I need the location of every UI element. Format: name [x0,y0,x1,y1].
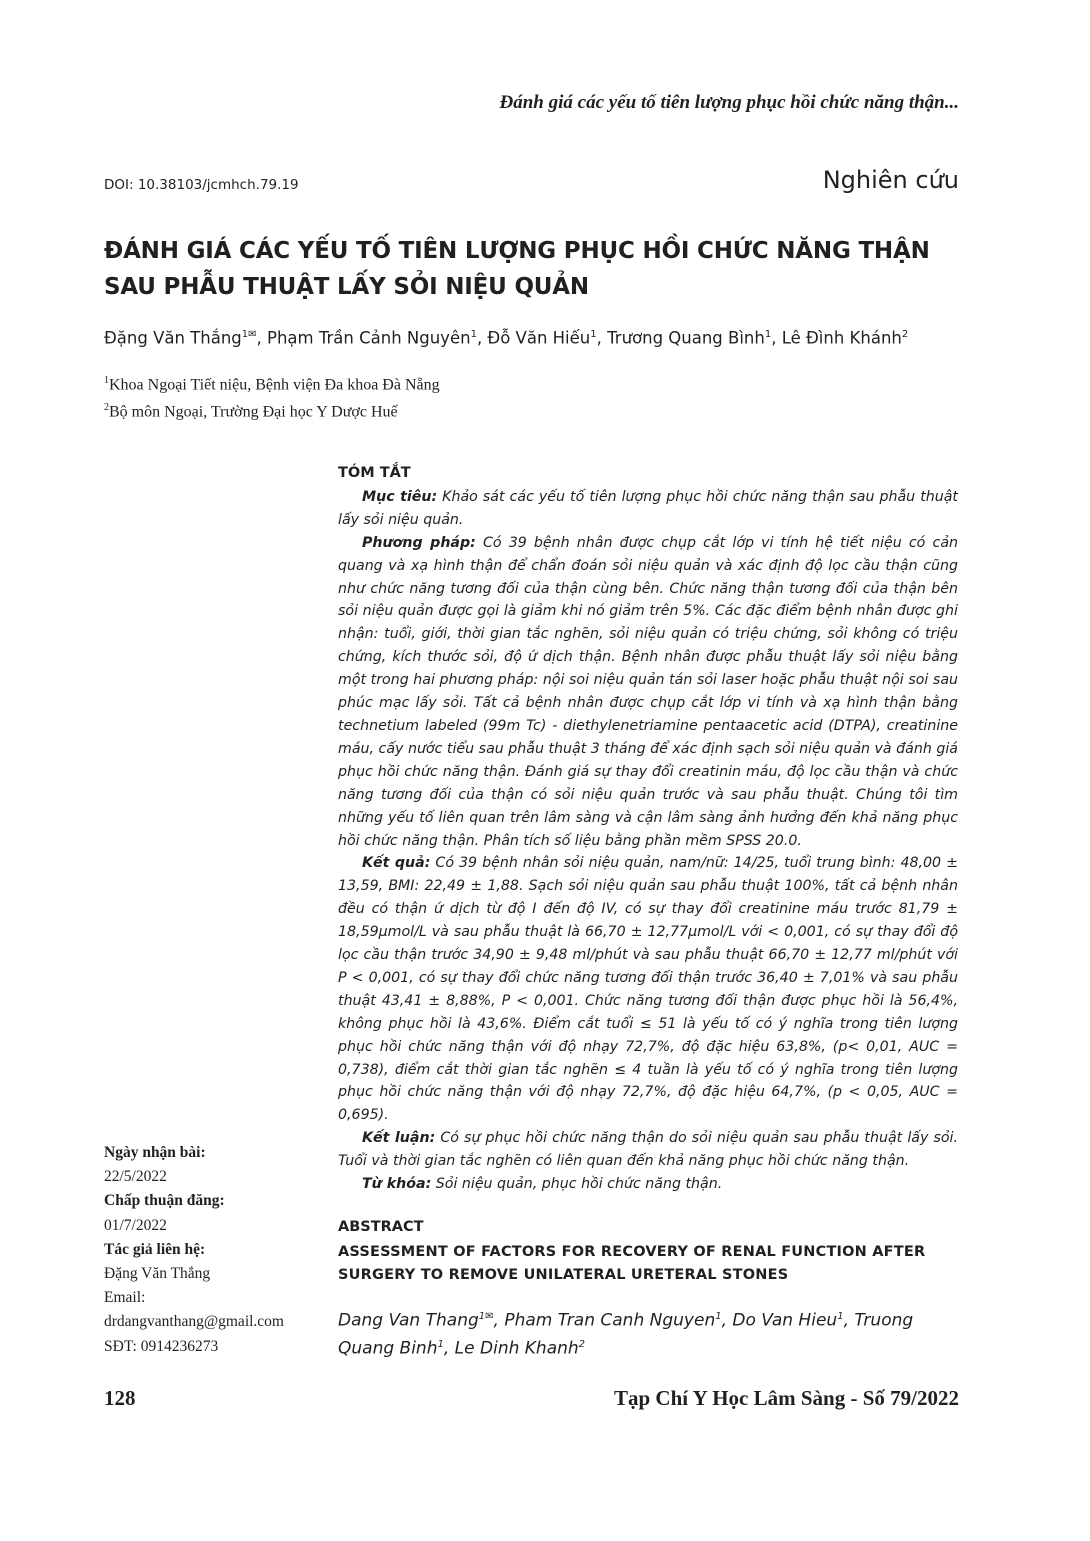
affiliation-text: Khoa Ngoại Tiết niệu, Bệnh viện Đa khoa Đà Nẵng [109,376,440,394]
author-name: , Le Dinh Khanh [443,1338,579,1359]
author-sup: 1 [241,329,249,340]
journal-name: Tạp Chí Y Học Lâm Sàng - Số 79/2022 [614,1386,959,1410]
accepted-date: 01/7/2022 [104,1216,167,1234]
author-name: , Pham Tran Canh Nguyen [493,1310,716,1331]
author-name: , Truong Quang Binh [338,1310,914,1359]
author-name: Đặng Văn Thắng [104,328,242,348]
objective-label: Mục tiêu: [362,488,438,505]
envelope-icon: ✉ [485,1310,494,1322]
accepted-label: Chấp thuận đăng: [104,1192,225,1210]
author-list [104,324,964,350]
keywords-paragraph [338,1173,958,1196]
envelope-icon: ✉ [248,329,257,340]
conclusion-label: Kết luận: [362,1130,436,1147]
author-name: , Lê Đình Khánh [771,328,902,348]
affiliation-2 [104,402,398,421]
received-label: Ngày nhận bài: [104,1144,206,1161]
results-label: Kết quả: [362,855,431,872]
author-sup: 1 [590,329,597,340]
author-sup: 2 [901,329,909,340]
english-title-line-1: ASSESSMENT OF FACTORS FOR RECOVERY OF RENAL FUNCTION AFTER [338,1243,926,1260]
author-name: , Phạm Trần Cảnh Nguyên [256,328,471,348]
conclusion-paragraph [338,1127,958,1173]
affiliation-sup: 2 [104,402,109,413]
received-date: 22/5/2022 [104,1168,167,1186]
section-label: Nghiên cứu [822,166,959,194]
objective-text: Khảo sát các yếu tố tiên lượng phục hồi chức năng thận sau phẫu thuật lấy sỏi niệu quản. [338,488,958,528]
english-abstract-heading: ABSTRACT [338,1219,424,1235]
english-title-line-2: SURGERY TO REMOVE UNILATERAL URETERAL STONES [338,1266,789,1283]
english-author-list [338,1305,958,1360]
doi: DOI: 10.38103/jcmhch.79.19 [104,177,299,193]
affiliation-text: Bộ môn Ngoại, Trường Đại học Y Dược Huế [109,403,398,421]
title-line-2: SAU PHẪU THUẬT LẤY SỎI NIỆU QUẢN [104,274,589,300]
email-label: Email: [104,1289,146,1307]
author-sup: 1 [764,329,772,340]
methods-label: Phương pháp: [362,534,476,551]
keywords-label: Từ khóa: [362,1176,432,1193]
affiliation-sup: 1 [104,375,109,386]
author-name: Dang Van Thang [338,1310,479,1331]
methods-text: Có 39 bệnh nhân được chụp cắt lớp vi tính hệ tiết niệu có cản quang và xạ hình thận để chẩn đoán sỏi niệu quản và xác định độ lọc cầu thận cũng như chức năng tương đối của thận cùng bên. Chức năng thận tương đối của thận bên sỏi niệu quản được gọi là giảm khi nó giảm trên 5%. Các đặc điểm bệnh nhân được ghi nhận: tuổi, giới, thời gian tắc nghẽn, sỏi niệu quản có triệu chứng, sỏi không có triệu chứng, kích thước sỏi, độ ứ dịch thận. Bệnh nhân được phẫu thuật lấy sỏi niệu bằng một trong hai phương pháp: nội soi niệu quản tán sỏi laser hoặc phẫu thuật nội soi sau phúc mạc lấy sỏi. Tất cả bệnh nhân được chụp cắt lớp vi tính và xạ hình thận bằng technetium labeled (99m Tc) - diethylenetriamine pentaacetic acid (DTPA), creatinine máu, cấy nước tiểu sau phẫu thuật 3 tháng để xác định sạch sỏi niệu quản và đánh giá phục hồi chức năng thận. Đánh giá sự thay đổi creatinin máu, độ lọc cầu thận và chức năng tương đối của thận có sỏi niệu quản trước và sau phẫu thuật. Chúng tôi tìm những yếu tố liên quan trên lâm sàng và cận lâm sàng ảnh hưởng đến khả năng phục hồi chức năng thận. Phân tích số liệu bằng phần mềm SPSS 20.0. [338,534,958,849]
author-sup: 1 [715,1310,722,1322]
author-name: , Đỗ Văn Hiếu [476,328,591,348]
author-sup: 1 [437,1338,444,1350]
author-sup: 1 [837,1310,844,1322]
author-name: , Trương Quang Bình [596,328,765,348]
article-meta [104,1141,324,1359]
objective-paragraph [338,486,958,532]
affiliation-1 [104,375,440,394]
corresponding-label: Tác giả liên hệ: [104,1240,206,1258]
title-line-1: ĐÁNH GIÁ CÁC YẾU TỐ TIÊN LƯỢNG PHỤC HỒI CHỨC NĂNG THẬN [104,238,930,264]
english-title [338,1241,958,1287]
corresponding-author: Đặng Văn Thắng [104,1265,211,1283]
author-sup: 1 [478,1310,486,1322]
conclusion-text: Có sự phục hồi chức năng thận do sỏi niệu quản sau phẫu thuật lấy sỏi. Tuổi và thời gian tắc nghẽn có liên quan đến khả năng phục hồi chức năng thận. [338,1130,958,1170]
running-head: Đánh giá các yếu tố tiên lượng phục hồi chức năng thận... [499,92,959,113]
article-title [104,233,974,305]
abstract-heading: TÓM TẮT [338,465,411,481]
email-address: drdangvanthang@gmail.com [104,1313,284,1331]
author-name: , Do Van Hieu [721,1310,838,1331]
keywords-text: Sỏi niệu quản, phục hồi chức năng thận. [431,1176,723,1193]
page-number: 128 [104,1386,136,1410]
abstract-block [338,462,958,1360]
results-paragraph [338,852,958,1127]
author-sup: 2 [578,1338,586,1350]
results-text: Có 39 bệnh nhân sỏi niệu quản, nam/nữ: 14/25, tuổi trung bình: 48,00 ± 13,59, BMI: 22,49 ± 1,88. Sạch sỏi niệu quản sau phẫu thuật 100%, tất cả bệnh nhân đều có thận ứ dịch từ độ I đến độ IV, có sự thay đổi creatinine máu trước 81,79 ± 18,59μmol/L và sau phẫu thuật là 66,70 ± 12,77μmol/L với < 0,001, có sự thay đổi độ lọc cầu thận trước 34,90 ± 9,48 ml/phút và sau phẫu thuật 66,70 ± 12,77 ml/phút với P < 0,001, có sự thay đổi chức năng tương đối thận trước 36,40 ± 7,01% và sau phẫu thuật 43,41 ± 8,88%, P < 0,001. Chức năng tương đối thận được phục hồi là 56,4%, không phục hồi là 43,6%. Điểm cắt tuổi ≤ 51 là yếu tố có ý nghĩa trong tiên lượng phục hồi chức năng thận với độ nhạy 72,7%, độ đặc hiệu 63,8%, (p< 0,01, AUC = 0,738), điểm cắt thời gian tắc nghẽn ≤ 4 tuần là yếu tố có ý nghĩa trong tiên lượng phục hồi chức năng thận với độ nhạy 72,7%, độ đặc hiệu 64,7%, (p < 0,05, AUC = 0,695). [338,855,959,1124]
phone-number: SĐT: 0914236273 [104,1337,219,1355]
author-sup: 1 [470,329,477,340]
methods-paragraph [338,532,958,853]
